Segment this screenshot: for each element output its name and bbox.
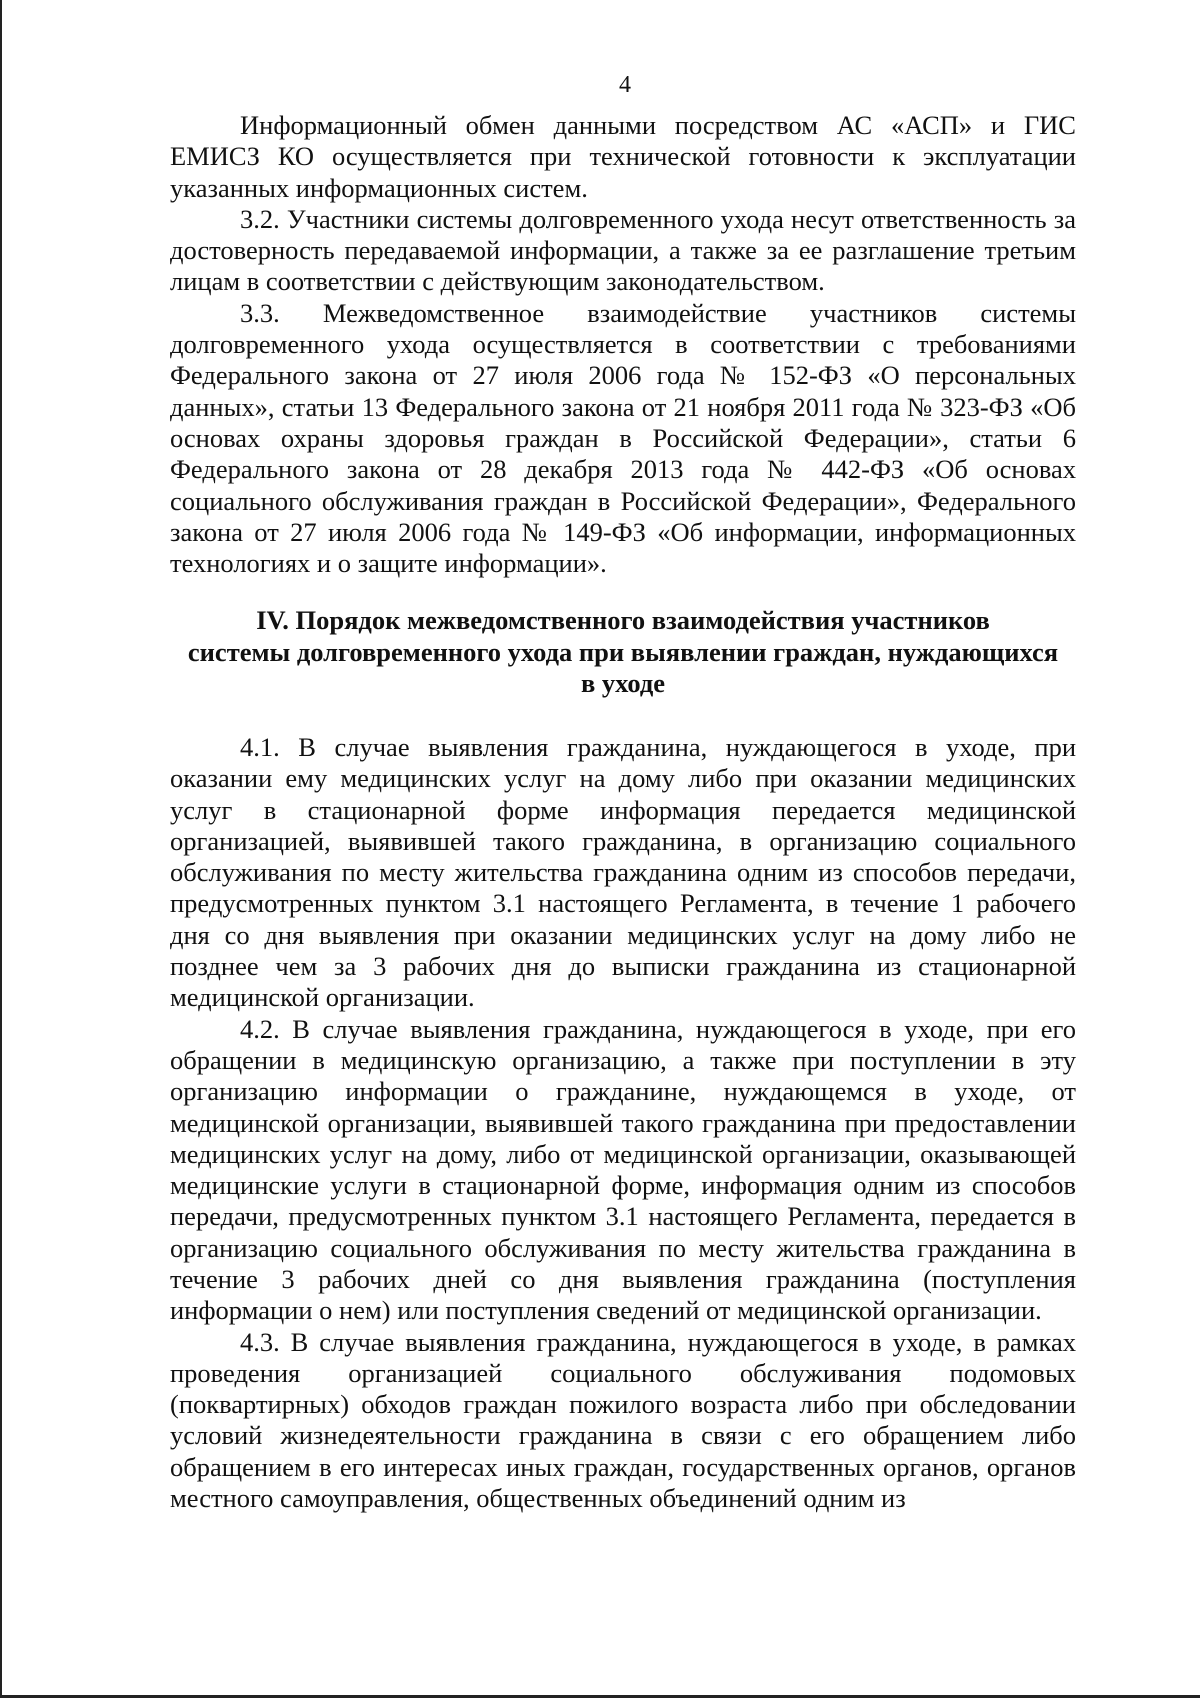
paragraph-4-3: 4.3. В случае выявления гражданина, нуждающегося в уходе, в рамках проведения организацией социального обслуживания подомовых (поквартирных) обходов граждан пожилого возраста либо при обследовании условий жизнедеятельности гражданина в связи с его обращением либо обращением в его интересах иных граждан, государственных органов, органов местного самоуправления, общественных объединений одним из [170, 1326, 1076, 1514]
section-heading-line-1: IV. Порядок межведомственного взаимодействия участников [256, 605, 990, 636]
page-number: 4 [619, 72, 631, 98]
paragraph-info-exchange: Информационный обмен данными посредством АС «АСП» и ГИС ЕМИСЗ КО осуществляется при технической готовности к эксплуатации указанных информационных систем. [170, 110, 1076, 203]
document-body [170, 110, 1076, 1514]
paragraph-3-3: 3.3. Межведомственное взаимодействие участников системы долговременного ухода осуществляется в соответствии с требованиями Федерального закона от 27 июля 2006 года № 152-ФЗ «О персональных данных», статьи 13 Федерального закона от 21 ноября 2011 года № 323-ФЗ «Об основах охраны здоровья граждан в Российской Федерации», статьи 6 Федерального закона от 28 декабря 2013 года № 442-ФЗ «Об основах социального обслуживания граждан в Российской Федерации», Федерального закона от 27 июля 2006 года № 149-ФЗ «Об информации, информационных технологиях и о защите информации». [170, 297, 1076, 579]
paragraph-3-2: 3.2. Участники системы долговременного ухода несут ответственность за достоверность передаваемой информации, а также за ее разглашение третьим лицам в соответствии с действующим законодательством. [170, 203, 1076, 297]
section-heading-line-3: в уходе [580, 668, 666, 699]
paragraph-4-2: 4.2. В случае выявления гражданина, нуждающегося в уходе, при его обращении в медицинскую организацию, а также при поступлении в эту организацию информации о гражданине, нуждающемся в уходе, от медицинской организации, выявившей такого гражданина при предоставлении медицинских услуг на дому, либо от медицинской организации, оказывающей медицинские услуги в стационарной форме, информация одним из способов передачи, предусмотренных пунктом 3.1 настоящего Регламента, передается в организацию социального обслуживания по месту жительства гражданина в течение 3 рабочих дней со дня выявления гражданина (поступления информации о нем) или поступления сведений от медицинской организации. [170, 1013, 1076, 1326]
section-heading [170, 605, 1076, 700]
paragraph-4-1: 4.1. В случае выявления гражданина, нуждающегося в уходе, при оказании ему медицинских услуг на дому либо при оказании медицинских услуг в стационарной форме информация передается медицинской организацией, выявившей такого гражданина, в организацию социального обслуживания по месту жительства гражданина одним из способов передачи, предусмотренных пунктом 3.1 настоящего Регламента, в течение 1 рабочего дня со дня выявления при оказании медицинских услуг на дому либо не позднее чем за 3 рабочих дня до выписки гражданина из стационарной медицинской организации. [170, 731, 1076, 1013]
scan-edge-left [0, 0, 2, 1698]
section-heading-line-2: системы долговременного ухода при выявлении граждан, нуждающихся [187, 636, 1059, 667]
